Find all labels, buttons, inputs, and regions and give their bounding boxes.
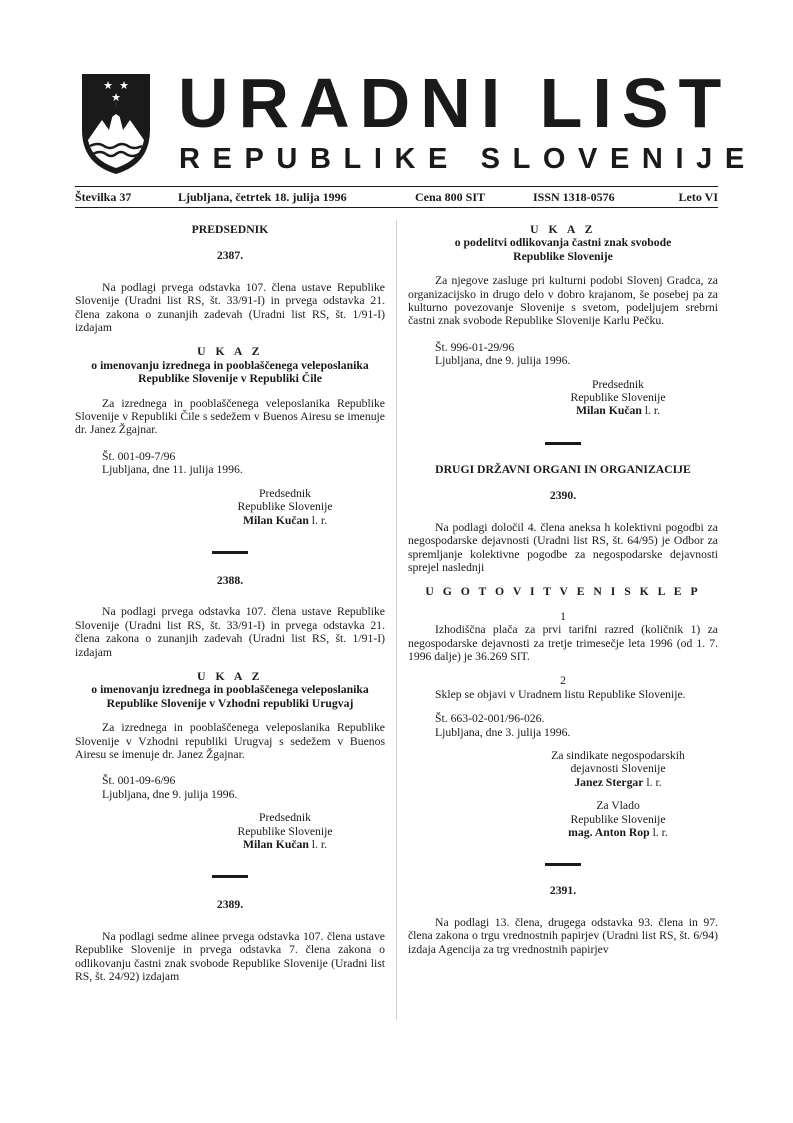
decree-title: o imenovanju izrednega in pooblaščenega veleposlanika	[91, 683, 369, 697]
decree-title: o imenovanju izrednega in pooblaščenega veleposlanika	[91, 358, 369, 372]
intro-paragraph: Na podlagi sedme alinee prvega odstavka 107. člena ustave Republike Slovenije in prvega odstavka 7. člena zakona o odlikovanju častni znak svobode Republike Slovenije (Uradni list RS, št. 24/92) izdajam	[75, 929, 385, 984]
intro-paragraph: Na podlagi 13. člena, drugega odstavka 93. člena in 97. člena zakona o trgu vrednostnih papirjev (Uradni list RS, št. 6/94) izdaja Agencija za trg vrednostnih papirjev	[408, 915, 718, 956]
decree-heading: U K A Z	[530, 223, 596, 236]
svg-text:★: ★	[119, 80, 129, 92]
section-heading: PREDSEDNIK	[191, 223, 269, 236]
issue-number: Številka 37	[75, 190, 132, 204]
signature-org: Republike Slovenije	[237, 824, 333, 838]
item-number: 2	[560, 674, 566, 688]
signature-line: Za sindikate negospodarskih	[551, 748, 685, 762]
reference-number: Št. 001-09-7/96	[102, 449, 176, 463]
decree-title: Republike Slovenije v Republiki Čile	[138, 372, 322, 386]
issue-place-date: Ljubljana, dne 3. julija 1996.	[435, 725, 571, 739]
signature-name: mag. Anton Rop	[568, 826, 650, 839]
decree-body: Za izrednega in pooblaščenega veleposlanika Republike Slovenije v Vzhodni republiki Urugvaj s sedežem v Buenos Airesu se imenuje dr. Janez Žgajnar.	[75, 721, 385, 761]
item-text: Sklep se objavi v Uradnem listu Republike Slovenije.	[435, 687, 686, 701]
decree-title: Republike Slovenije	[513, 249, 613, 263]
issue-date: Ljubljana, četrtek 18. julija 1996	[178, 190, 347, 204]
signature-role: Predsednik	[259, 486, 311, 500]
resolution-heading: U G O T O V I T V E N I S K L E P	[425, 585, 701, 599]
decree-title: Republike Slovenije v Vzhodni republiki Urugvaj	[106, 696, 354, 710]
reference-number: Št. 996-01-29/96	[435, 340, 515, 354]
gazette-title: URADNI LIST	[178, 64, 732, 142]
document-number: 2391.	[549, 884, 577, 898]
signature-suffix: l. r.	[308, 513, 328, 527]
header-rule-top	[75, 186, 718, 187]
intro-paragraph: Na podlagi prvega odstavka 107. člena ustave Republike Slovenije (Uradni list RS, št. 33/91-I) in prvega odstavka 21. člena zakona o zunanjih zadevah (Uradni list RS, št. 1/91-I) izdajam	[75, 605, 385, 659]
intro-paragraph: Na podlagi prvega odstavka 107. člena ustave Republike Slovenije (Uradni list RS, št. 33/91-I) in prvega odstavka 21. člena zakona o zunanjih zadevah (Uradni list RS, št. 1/91-I) izdajam	[75, 280, 385, 335]
signature-line: Republike Slovenije	[570, 812, 666, 826]
document-number: 2387.	[216, 249, 244, 263]
item-number: 1	[560, 609, 566, 623]
separator-bar	[545, 442, 581, 445]
gazette-subtitle: REPUBLIKE SLOVENIJE	[179, 143, 757, 175]
signature-name: Milan Kučan	[575, 404, 642, 418]
issue-place-date: Ljubljana, dne 9. julija 1996.	[435, 354, 571, 368]
issn: ISSN 1318-0576	[533, 190, 615, 204]
reference-number: Št. 001-09-6/96	[102, 774, 176, 788]
signature-suffix: l. r.	[649, 826, 668, 839]
decree-heading: U K A Z	[197, 345, 263, 359]
signature-suffix: l. r.	[643, 775, 662, 789]
decree-body: Za njegove zasluge pri kulturni podobi Slovenj Gradca, za organizacijsko in drugo delo v dobro krajanom, še posebej pa za kulturno povezovanje Slovenije s svetom, podeljujem srebrni častni znak svobode Republike Slovenije Karlu Pečku.	[408, 274, 718, 328]
left-column	[75, 223, 385, 983]
document-number: 2388.	[216, 573, 244, 587]
intro-paragraph: Na podlagi določil 4. člena aneksa h kolektivni pogodbi za negospodarske dejavnosti (Uradni list RS, št. 64/95) je Odbor za spremljanje kolektivne pogodbe za negospodarske dejavnosti sprejel naslednji	[408, 520, 718, 574]
signature-role: Predsednik	[592, 377, 644, 391]
signature-org: Republike Slovenije	[570, 391, 666, 405]
decree-title: o podelitvi odlikovanja častni znak svobode	[454, 236, 672, 250]
issue-price: Cena 800 SIT	[415, 190, 486, 204]
slovenia-coat-of-arms-icon	[80, 72, 152, 176]
separator-bar	[545, 863, 581, 866]
signature-suffix: l. r.	[308, 838, 328, 851]
document-number: 2390.	[549, 489, 577, 503]
right-column	[408, 223, 718, 956]
signature	[408, 826, 718, 839]
section-heading: DRUGI DRŽAVNI ORGANI IN ORGANIZACIJE	[435, 462, 691, 476]
svg-text:★: ★	[111, 92, 121, 104]
document-number: 2389.	[216, 898, 244, 912]
decree-body: Za izrednega in pooblaščenega veleposlanika Republike Slovenije v Republiki Čile s sedežem v Buenos Airesu se imenuje dr. Janez Žgajnar.	[75, 396, 385, 437]
reference-number: Št. 663-02-001/96-026.	[435, 712, 545, 726]
signature-line: Za Vlado	[596, 799, 640, 813]
signature	[75, 838, 385, 851]
decree-heading: U K A Z	[197, 669, 263, 683]
signature-line: dejavnosti Slovenije	[570, 762, 666, 776]
issue-place-date: Ljubljana, dne 11. julija 1996.	[102, 463, 243, 477]
signature	[408, 404, 718, 417]
signature-name: Milan Kučan	[242, 513, 309, 527]
signature-name: Janez Stergar	[574, 775, 644, 789]
signature-suffix: l. r.	[641, 404, 661, 418]
issue-place-date: Ljubljana, dne 9. julija 1996.	[102, 787, 238, 801]
header-rule-bottom	[75, 207, 718, 208]
item-text: Izhodiščna plača za prvi tarifni razred (količnik 1) za negospodarske dejavnosti za tretje trimesečje leta 1996 (od 1. 7. 1996 dalje) je 36.269 SIT.	[408, 623, 718, 663]
signature-org: Republike Slovenije	[237, 500, 333, 514]
volume: Leto VI	[678, 190, 718, 204]
column-divider	[396, 220, 397, 1020]
svg-text:★: ★	[103, 80, 113, 92]
signature-role: Predsednik	[259, 811, 311, 825]
signature-name: Milan Kučan	[242, 838, 309, 851]
signature	[408, 776, 718, 789]
separator-bar	[212, 551, 248, 554]
signature	[75, 514, 385, 527]
separator-bar	[212, 875, 248, 878]
